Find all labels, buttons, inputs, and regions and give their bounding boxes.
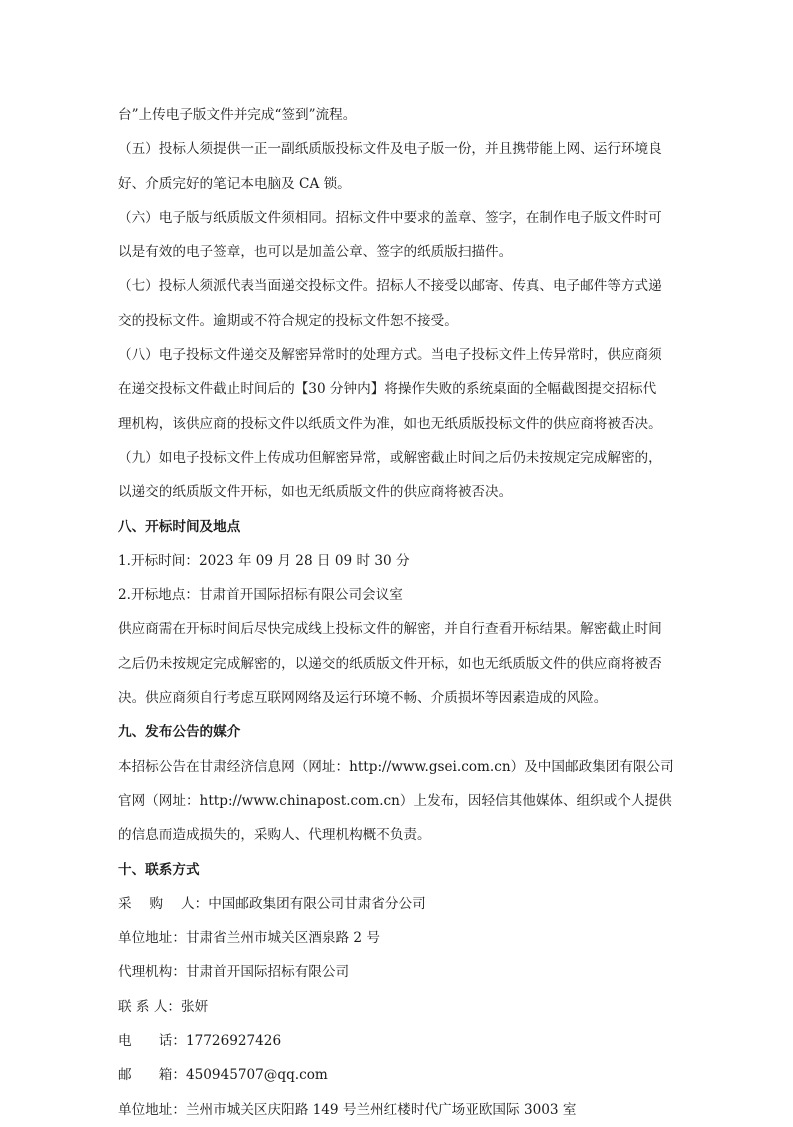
paragraph-line: （六）电子版与纸质版文件须相同。招标文件中要求的盖章、签字，在制作电子版文件时可 bbox=[118, 209, 662, 226]
contact-email[interactable]: 邮 箱：450945707@qq.com bbox=[118, 1067, 328, 1084]
paragraph-line: （七）投标人须派代表当面递交投标文件。招标人不接受以邮寄、传真、电子邮件等方式递 bbox=[118, 278, 662, 295]
paragraph-line: 供应商需在开标时间后尽快完成线上投标文件的解密，并自行查看开标结果。解密截止时间 bbox=[118, 621, 662, 638]
paragraph-line: （八）电子投标文件递交及解密异常时的处理方式。当电子投标文件上传异常时，供应商须 bbox=[118, 347, 662, 364]
section-media bbox=[118, 715, 688, 852]
paragraph-line: 以是有效的电子签章，也可以是加盖公章、签字的纸质版扫描件。 bbox=[118, 244, 513, 261]
paragraph-five bbox=[118, 132, 688, 201]
contact-agency: 代理机构：甘肃首开国际招标有限公司 bbox=[118, 964, 350, 981]
paragraph-line: 理机构，该供应商的投标文件以纸质文件为准，如也无纸质版投标文件的供应商将被否决。 bbox=[118, 415, 662, 432]
paragraph-six bbox=[118, 201, 688, 270]
paragraph-line: 本招标公告在甘肃经济信息网（网址：http://www.gsei.com.cn）及中国邮政集团有限公司 bbox=[118, 758, 674, 775]
contact-purchaser: 采 购 人：中国邮政集团有限公司甘肃省分公司 bbox=[118, 895, 426, 912]
section-opening bbox=[118, 510, 688, 716]
paragraph-line: 官网（网址：http://www.chinapost.com.cn）上发布，因轻信其他媒体、组织或个人提供 bbox=[118, 792, 672, 809]
paragraph-seven bbox=[118, 269, 688, 338]
paragraph-line: 决。供应商须自行考虑互联网网络及运行环境不畅、介质损坏等因素造成的风险。 bbox=[118, 690, 608, 707]
opening-place: 2.开标地点：甘肃首开国际招标有限公司会议室 bbox=[118, 587, 403, 604]
paragraph-line: （五）投标人须提供一正一副纸质版投标文件及电子版一份，并且携带能上网、运行环境良 bbox=[118, 141, 662, 158]
paragraph-line: 的信息而造成损失的，采购人、代理机构概不负责。 bbox=[118, 827, 431, 844]
section-heading: 十、联系方式 bbox=[118, 861, 200, 878]
paragraph-nine bbox=[118, 441, 688, 510]
paragraph-line: 好、介质完好的笔记本电脑及 CA 锁。 bbox=[118, 175, 351, 192]
paragraph-line: 交的投标文件。逾期或不符合规定的投标文件恕不接受。 bbox=[118, 312, 458, 329]
document-page bbox=[118, 98, 688, 1127]
contact-phone: 电 话：17726927426 bbox=[118, 1033, 282, 1050]
opening-time: 1.开标时间：2023 年 09 月 28 日 09 时 30 分 bbox=[118, 552, 410, 569]
paragraph-line: 在递交投标文件截止时间后的【30 分钟内】将操作失败的系统桌面的全幅截图提交招标代 bbox=[118, 381, 657, 398]
paragraph-line: 之后仍未按规定完成解密的，以递交的纸质版文件开标，如也无纸质版文件的供应商将被否 bbox=[118, 655, 662, 672]
paragraph-line: （九）如电子投标文件上传成功但解密异常，或解密截止时间之后仍未按规定完成解密的， bbox=[118, 449, 662, 466]
contact-purchaser-address: 单位地址：甘肃省兰州市城关区酒泉路 2 号 bbox=[118, 930, 380, 947]
paragraph-line: 以递交的纸质版文件开标，如也无纸质版文件的供应商将被否决。 bbox=[118, 484, 513, 501]
section-heading: 九、发布公告的媒介 bbox=[118, 724, 241, 741]
contact-agency-address: 单位地址：兰州市城关区庆阳路 149 号兰州红楼时代广场亚欧国际 3003 室 bbox=[118, 1101, 577, 1118]
section-contact bbox=[118, 853, 688, 1127]
contact-person: 联 系 人：张妍 bbox=[118, 998, 209, 1015]
section-heading: 八、开标时间及地点 bbox=[118, 518, 241, 535]
paragraph-eight bbox=[118, 338, 688, 441]
paragraph-line: 台”上传电子版文件并完成“签到”流程。 bbox=[118, 107, 357, 123]
